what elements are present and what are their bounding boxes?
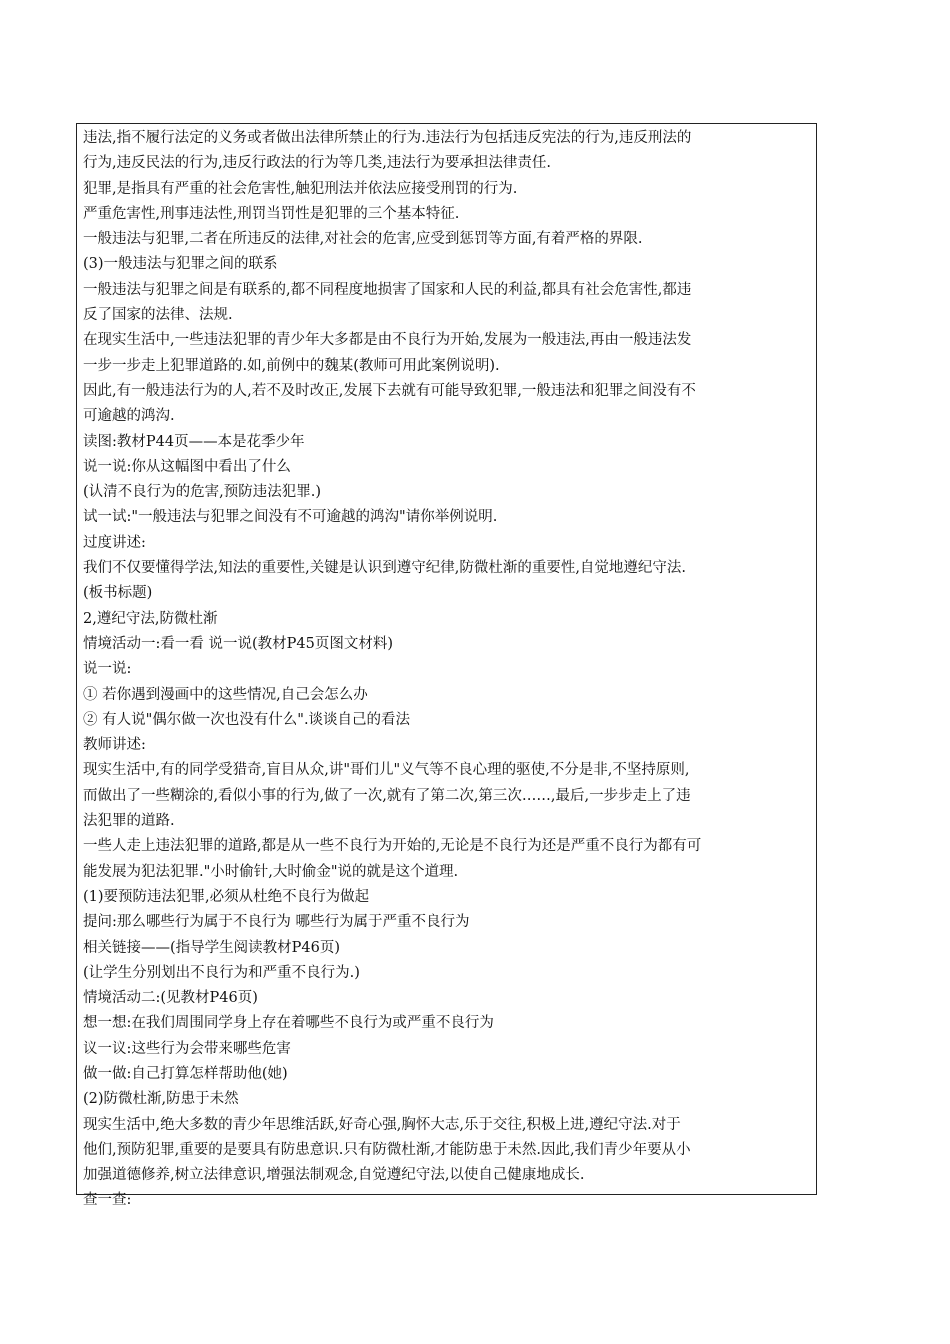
text-line: (板书标题) [83,585,153,602]
text-line: 反了国家的法律、法规. [83,307,233,324]
text-line: 一些人走上违法犯罪的道路,都是从一些不良行为开始的,无论是不良行为还是严重不良行为都有可 [83,838,702,855]
text-line: 读图:教材P44页——本是花季少年 [83,433,305,450]
text-line: 加强道德修养,树立法律意识,增强法制观念,自觉遵纪守法,以使自己健康地成长. [83,1167,585,1184]
text-line: 现实生活中,绝大多数的青少年思维活跃,好奇心强,胸怀大志,乐于交往,积极上进,遵纪守法.对于 [83,1116,681,1133]
text-line: (1)要预防违法犯罪,必须从杜绝不良行为做起 [83,888,370,905]
text-line: 因此,有一般违法行为的人,若不及时改正,发展下去就有可能导致犯罪,一般违法和犯罪之间没有不 [83,382,696,399]
text-line: 2,遵纪守法,防微杜渐 [83,610,218,627]
text-line: ① 若你遇到漫画中的这些情况,自己会怎么办 [83,686,368,703]
text-line: 情境活动二:(见教材P46页) [83,990,258,1007]
text-line: 做一做:自己打算怎样帮助他(她) [83,1065,288,1082]
text-line: 一般违法与犯罪之间是有联系的,都不同程度地损害了国家和人民的利益,都具有社会危害性,都违 [83,281,692,298]
text-line: 能发展为犯法犯罪."小时偷针,大时偷金"说的就是这个道理. [83,863,459,880]
text-line: 我们不仅要懂得学法,知法的重要性,关键是认识到遵守纪律,防微杜渐的重要性,自觉地遵纪守法. [83,560,687,577]
text-line: (2)防微杜渐,防患于未然 [83,1091,239,1108]
text-line: 查一查: [83,1192,132,1209]
text-line: 可逾越的鸿沟. [83,408,175,425]
text-line: 说一说: [83,661,132,678]
text-line: 法犯罪的道路. [83,813,175,830]
text-line: 他们,预防犯罪,重要的是要具有防患意识.只有防微杜渐,才能防患于未然.因此,我们青少年要从小 [83,1141,691,1158]
text-line: 情境活动一:看一看 说一说(教材P45页图文材料) [83,635,394,652]
text-line: 想一想:在我们周围同学身上存在着哪些不良行为或严重不良行为 [83,1015,494,1032]
text-line: 相关链接——(指导学生阅读教材P46页) [83,939,341,956]
text-line: 违法,指不履行法定的义务或者做出法律所禁止的行为.违法行为包括违反宪法的行为,违反刑法的 [83,130,692,146]
text-line: 教师讲述: [83,737,146,754]
text-line: (让学生分别划出不良行为和严重不良行为.) [83,964,360,981]
text-line: 一般违法与犯罪,二者在所违反的法律,对社会的危害,应受到惩罚等方面,有着严格的界限. [83,231,643,248]
text-line: 在现实生活中,一些违法犯罪的青少年大多都是由不良行为开始,发展为一般违法,再由一般违法发 [83,332,692,349]
text-line: 严重危害性,刑事违法性,刑罚当罚性是犯罪的三个基本特征. [83,205,460,222]
text-line: ② 有人说"偶尔做一次也没有什么".谈谈自己的看法 [83,711,411,728]
text-line: 过度讲述: [83,534,146,551]
text-line: 议一议:这些行为会带来哪些危害 [83,1040,291,1057]
text-line: 试一试:"一般违法与犯罪之间没有不可逾越的鸿沟"请你举例说明. [83,509,498,526]
text-line: 提问:那么哪些行为属于不良行为 哪些行为属于严重不良行为 [83,914,470,931]
text-line: (3)一般违法与犯罪之间的联系 [83,256,278,273]
text-line: 行为,违反民法的行为,违反行政法的行为等几类,违法行为要承担法律责任. [83,155,551,172]
text-line: (认清不良行为的危害,预防违法犯罪.) [83,484,322,501]
lesson-text-table-cell [76,123,817,1209]
text-line: 一步一步走上犯罪道路的.如,前例中的魏某(教师可用此案例说明). [83,357,500,374]
text-line: 现实生活中,有的同学受猎奇,盲目从众,讲"哥们儿"义气等不良心理的驱使,不分是非,不坚持原则, [83,762,690,779]
text-line: 犯罪,是指具有严重的社会危害性,触犯刑法并依法应接受刑罚的行为. [83,180,518,197]
text-line: 说一说:你从这幅图中看出了什么 [83,458,291,475]
text-line: 而做出了一些糊涂的,看似小事的行为,做了一次,就有了第二次,第三次……,最后,一步步走上了违 [83,787,691,804]
